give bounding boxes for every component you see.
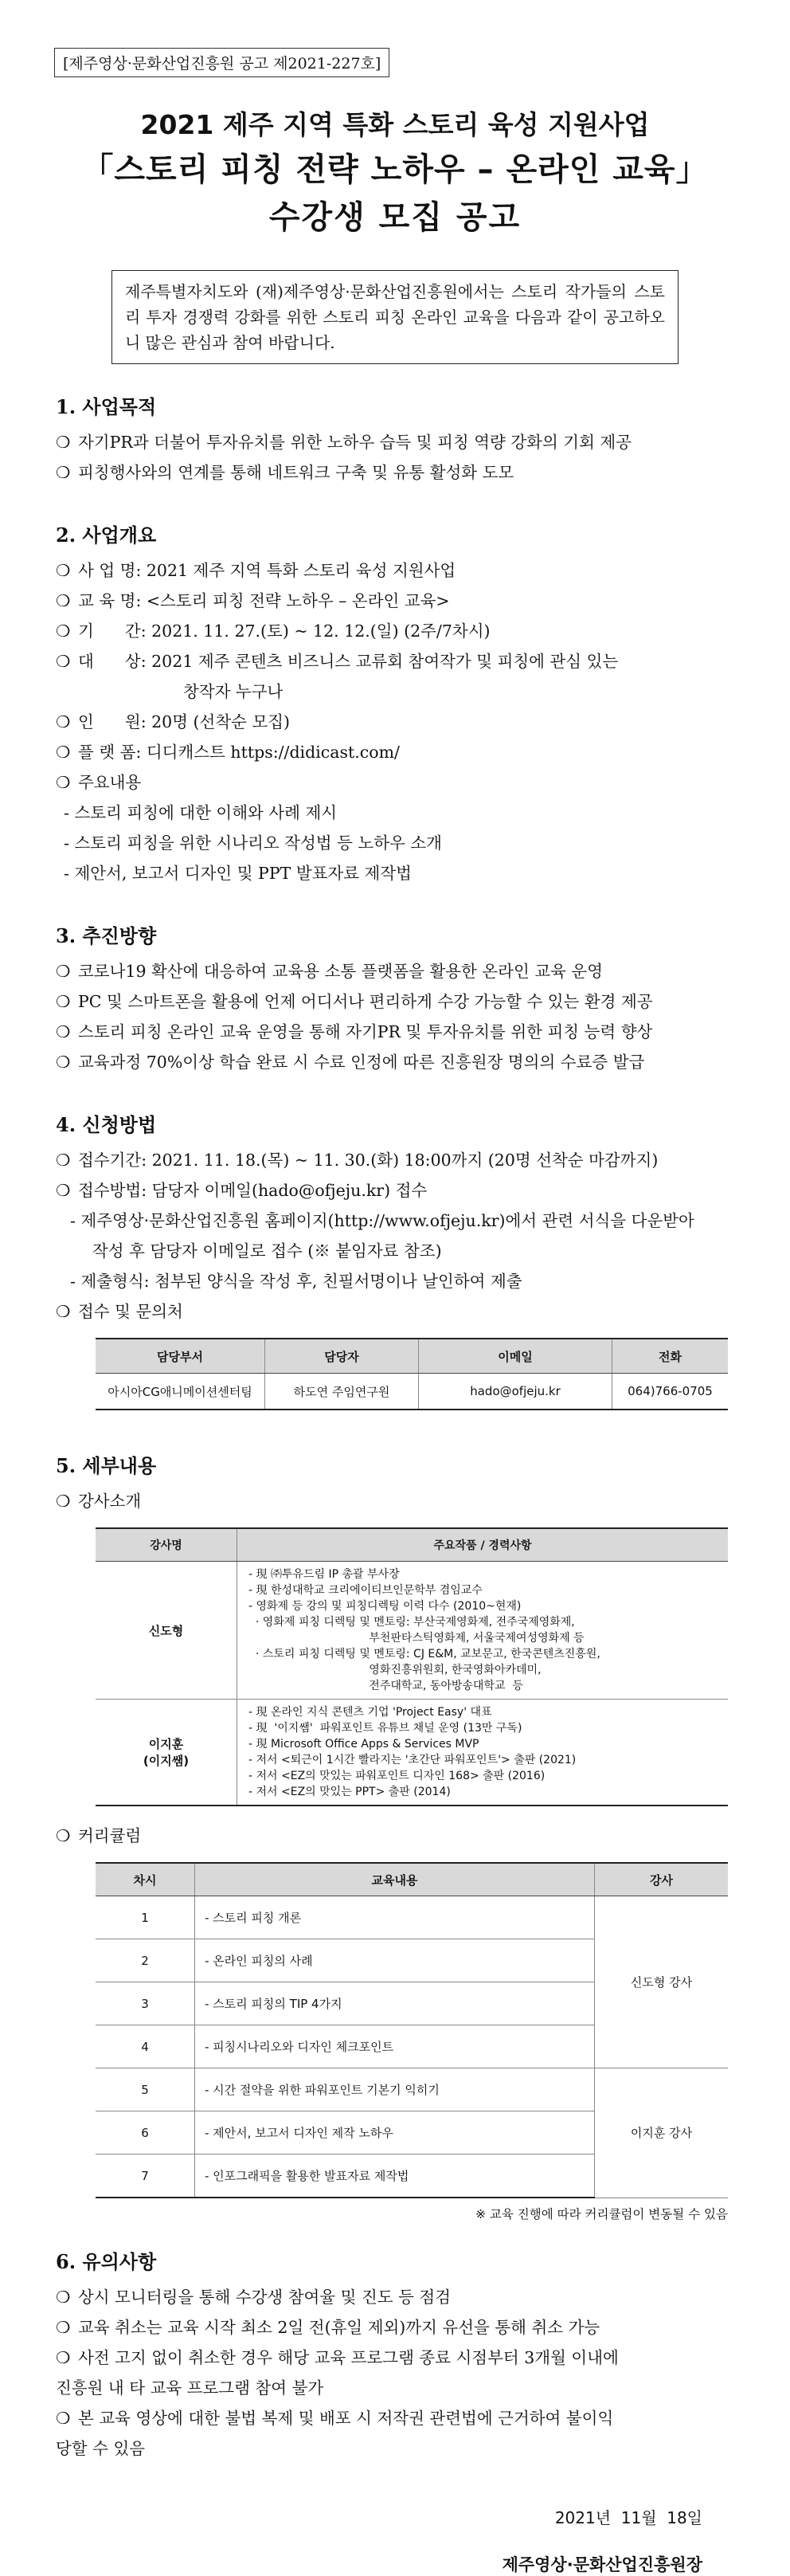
title-line-1: 2021 제주 지역 특화 스토리 육성 지원사업 bbox=[140, 109, 650, 140]
table-header-cell: 차시 bbox=[96, 1863, 195, 1896]
cv-line: - 영화제 등 강의 및 피칭디렉팅 이력 다수 (2010~현재) bbox=[248, 1600, 522, 1613]
lecturer-table bbox=[96, 1527, 728, 1806]
table-header-row bbox=[96, 1339, 728, 1374]
session-no: 3 bbox=[96, 1982, 195, 2025]
notice-date: 2021년 11월 18일 bbox=[554, 2508, 702, 2527]
cv-line: - 저서 <EZ의 맛있는 PPT> 출판 (2014) bbox=[248, 1786, 451, 1798]
table-row bbox=[96, 1896, 728, 1939]
session-no: 7 bbox=[96, 2155, 195, 2198]
s3-item: ❍ PC 및 스마트폰을 활용에 언제 어디서나 편리하게 수강 가능할 수 있는 환경 제공 bbox=[56, 992, 653, 1011]
lecturer-cv bbox=[237, 1562, 729, 1700]
session-no: 2 bbox=[96, 1939, 195, 1982]
cv-line: - 現 '이지쌤' 파워포인트 유튜브 채널 운영 (13만 구독) bbox=[248, 1722, 522, 1735]
s6-item-cont: 당할 수 있음 bbox=[56, 2439, 146, 2458]
cv-line: - 現 온라인 지식 콘텐츠 기업 'Project Easy' 대표 bbox=[248, 1706, 492, 1719]
cv-line: - 現 한성대학교 크리에이티브인문학부 겸임교수 bbox=[248, 1584, 483, 1597]
s2-content-item: - 제안서, 보고서 디자인 및 PPT 발표자료 제작법 bbox=[64, 864, 412, 883]
s4-contact-label: ❍ 접수 및 문의처 bbox=[56, 1302, 183, 1321]
s4-form: - 제출형식: 첨부된 양식을 작성 후, 친필서명이나 날인하여 제출 bbox=[70, 1272, 522, 1291]
notice-title bbox=[56, 104, 734, 241]
session-content: - 온라인 피칭의 사례 bbox=[195, 1939, 595, 1982]
cv-line: · 스토리 피칭 디렉팅 및 멘토링: CJ E&M, 교보문고, 한국콘텐츠진흥원, bbox=[248, 1648, 600, 1660]
session-content: - 제안서, 보고서 디자인 제작 노하우 bbox=[195, 2111, 595, 2155]
s2-people: ❍ 인 원: 20명 (선착순 모집) bbox=[56, 712, 291, 731]
notice-number: [제주영상·문화산업진흥원 공고 제2021-227호] bbox=[54, 48, 389, 77]
s6-item: ❍ 사전 고지 없이 취소한 경우 해당 교육 프로그램 종료 시점부터 3개월 이내에 bbox=[56, 2348, 619, 2367]
contact-phone: 064)766-0705 bbox=[612, 1374, 729, 1410]
session-content: - 스토리 피칭 개론 bbox=[195, 1896, 595, 1939]
session-no: 4 bbox=[96, 2025, 195, 2068]
s6-item: ❍ 본 교육 영상에 대한 불법 복제 및 배포 시 저작권 관련법에 근거하여 불이익 bbox=[56, 2409, 614, 2428]
section-1-heading: 1. 사업목적 bbox=[56, 395, 157, 418]
session-no: 6 bbox=[96, 2111, 195, 2155]
lecturer-name: 신도형 bbox=[96, 1562, 237, 1700]
session-instructor: 신도형 강사 bbox=[595, 1896, 729, 2068]
table-header-row bbox=[96, 1528, 728, 1562]
section-3-heading: 3. 추진방향 bbox=[56, 924, 157, 947]
s3-item: ❍ 교육과정 70%이상 학습 완료 시 수료 인정에 따른 진흥원장 명의의 수료증 발급 bbox=[56, 1053, 645, 1072]
cv-line: 영화진흥위원회, 한국영화아카데미, bbox=[248, 1664, 542, 1676]
table-header-cell: 교육내용 bbox=[195, 1863, 595, 1896]
table-row bbox=[96, 2068, 728, 2111]
s4-period: ❍ 접수기간: 2021. 11. 18.(목) ~ 11. 30.(화) 18:00까지 (20명 선착순 마감까지) bbox=[56, 1151, 659, 1170]
s4-method-sub-cont: 작성 후 담당자 이메일로 접수 (※ 붙임자료 참조) bbox=[92, 1241, 442, 1261]
cv-line: - 저서 <EZ의 맛있는 파워포인트 디자인 168> 출판 (2016) bbox=[248, 1770, 546, 1782]
title-line-3: 수강생 모집 공고 bbox=[268, 199, 522, 236]
table-header-cell: 전화 bbox=[612, 1339, 729, 1374]
session-content: - 시간 절약을 위한 파워포인트 기본기 익히기 bbox=[195, 2068, 595, 2111]
section-2-heading: 2. 사업개요 bbox=[56, 523, 157, 547]
s1-item: ❍ 피칭행사와의 연계를 통해 네트워크 구축 및 유통 활성화 도모 bbox=[56, 463, 514, 482]
s4-method-sub: - 제주영상·문화산업진흥원 홈페이지(http://www.ofjeju.kr)에서 관련 서식을 다운받아 bbox=[70, 1211, 694, 1230]
table-row bbox=[96, 1700, 728, 1806]
session-instructor: 이지훈 강사 bbox=[595, 2068, 729, 2198]
table-header-row bbox=[96, 1863, 728, 1896]
s3-item: ❍ 코로나19 확산에 대응하여 교육용 소통 플랫폼을 활용한 온라인 교육 운영 bbox=[56, 962, 604, 981]
s1-item: ❍ 자기PR과 더불어 투자유치를 위한 노하우 습득 및 피칭 역량 강화의 기회 제공 bbox=[56, 433, 632, 452]
s2-content-item: - 스토리 피칭을 위한 시나리오 작성법 등 노하우 소개 bbox=[64, 833, 442, 853]
issuer-name: 제주영상·문화산업진흥원장 bbox=[502, 2555, 702, 2574]
s2-edu: ❍ 교 육 명: <스토리 피칭 전략 노하우 – 온라인 교육> bbox=[56, 591, 450, 610]
contact-person: 하도연 주임연구원 bbox=[265, 1374, 419, 1410]
s2-target-cont: 창작자 누구나 bbox=[183, 682, 284, 701]
table-header-cell: 강사명 bbox=[96, 1528, 237, 1562]
cv-line: 전주대학교, 동아방송대학교 등 bbox=[248, 1680, 523, 1692]
session-content: - 피칭시나리오와 디자인 체크포인트 bbox=[195, 2025, 595, 2068]
curriculum-table bbox=[96, 1862, 728, 2198]
s6-item-cont: 진흥원 내 타 교육 프로그램 참여 불가 bbox=[56, 2378, 324, 2398]
session-content: - 인포그래픽을 활용한 발표자료 제작법 bbox=[195, 2155, 595, 2198]
contact-table bbox=[96, 1338, 728, 1410]
lecturer-name: 이지훈 (이지쌤) bbox=[96, 1700, 237, 1806]
s5-curriculum-label: ❍ 커리큘럼 bbox=[56, 1826, 142, 1845]
intro-box: 제주특별자치도와 (재)제주영상·문화산업진흥원에서는 스토리 작가들의 스토리 투자 경쟁력 강화를 위한 스토리 피칭 온라인 교육을 다음과 같이 공고하오니 많은 관심과 참여 바랍니다. bbox=[111, 270, 679, 364]
curriculum-note: ※ 교육 진행에 따라 커리큘럼이 변동될 수 있음 bbox=[475, 2207, 728, 2221]
session-no: 5 bbox=[96, 2068, 195, 2111]
contact-email: hado@ofjeju.kr bbox=[419, 1374, 612, 1410]
s2-target: ❍ 대 상: 2021 제주 콘텐츠 비즈니스 교류회 참여작가 및 피칭에 관심 있는 bbox=[56, 652, 619, 671]
section-5-heading: 5. 세부내용 bbox=[56, 1454, 157, 1477]
table-header-cell: 담당부서 bbox=[96, 1339, 265, 1374]
cv-line: - 現 Microsoft Office Apps & Services MVP bbox=[248, 1738, 479, 1751]
table-row bbox=[96, 1374, 728, 1410]
lecturer-cv bbox=[237, 1700, 729, 1806]
cv-line: 부천판타스틱영화제, 서울국제여성영화제 등 bbox=[248, 1632, 585, 1645]
session-content: - 스토리 피칭의 TIP 4가지 bbox=[195, 1982, 595, 2025]
s5-lecturer-label: ❍ 강사소개 bbox=[56, 1492, 142, 1511]
table-header-cell: 강사 bbox=[595, 1863, 729, 1896]
table-header-cell: 이메일 bbox=[419, 1339, 612, 1374]
s6-item: ❍ 상시 모니터링을 통해 수강생 참여율 및 진도 등 점검 bbox=[56, 2288, 451, 2307]
session-no: 1 bbox=[96, 1896, 195, 1939]
s2-content-item: - 스토리 피칭에 대한 이해와 사례 제시 bbox=[64, 803, 338, 822]
cv-line: - 現 ㈜투유드림 IP 총괄 부사장 bbox=[248, 1568, 400, 1581]
cv-line: - 저서 <퇴근이 1시간 빨라지는 '초간단 파워포인트'> 출판 (2021) bbox=[248, 1754, 577, 1766]
section-4-heading: 4. 신청방법 bbox=[56, 1113, 157, 1136]
table-header-cell: 주요작품 / 경력사항 bbox=[237, 1528, 729, 1562]
s2-period: ❍ 기 간: 2021. 11. 27.(토) ~ 12. 12.(일) (2주/7차시) bbox=[56, 621, 491, 641]
title-line-2: 「스토리 피칭 전략 노하우 – 온라인 교육」 bbox=[81, 151, 709, 188]
s2-contents-label: ❍ 주요내용 bbox=[56, 773, 142, 792]
contact-dept: 아시아CG애니메이션센터팀 bbox=[96, 1374, 265, 1410]
s2-name: ❍ 사 업 명: 2021 제주 지역 특화 스토리 육성 지원사업 bbox=[56, 561, 456, 580]
table-row bbox=[96, 1562, 728, 1700]
s4-method: ❍ 접수방법: 담당자 이메일(hado@ofjeju.kr) 접수 bbox=[56, 1181, 428, 1200]
s6-item: ❍ 교육 취소는 교육 시작 최소 2일 전(휴일 제외)까지 유선을 통해 취소 가능 bbox=[56, 2318, 600, 2337]
table-header-cell: 담당자 bbox=[265, 1339, 419, 1374]
s2-platform: ❍ 플 랫 폼: 디디캐스트 https://didicast.com/ bbox=[56, 743, 400, 762]
s3-item: ❍ 스토리 피칭 온라인 교육 운영을 통해 자기PR 및 투자유치를 위한 피칭 능력 향상 bbox=[56, 1022, 653, 1041]
cv-line: · 영화제 피칭 디렉팅 및 멘토링: 부산국제영화제, 전주국제영화제, bbox=[248, 1616, 575, 1629]
section-6-heading: 6. 유의사항 bbox=[56, 2250, 157, 2273]
